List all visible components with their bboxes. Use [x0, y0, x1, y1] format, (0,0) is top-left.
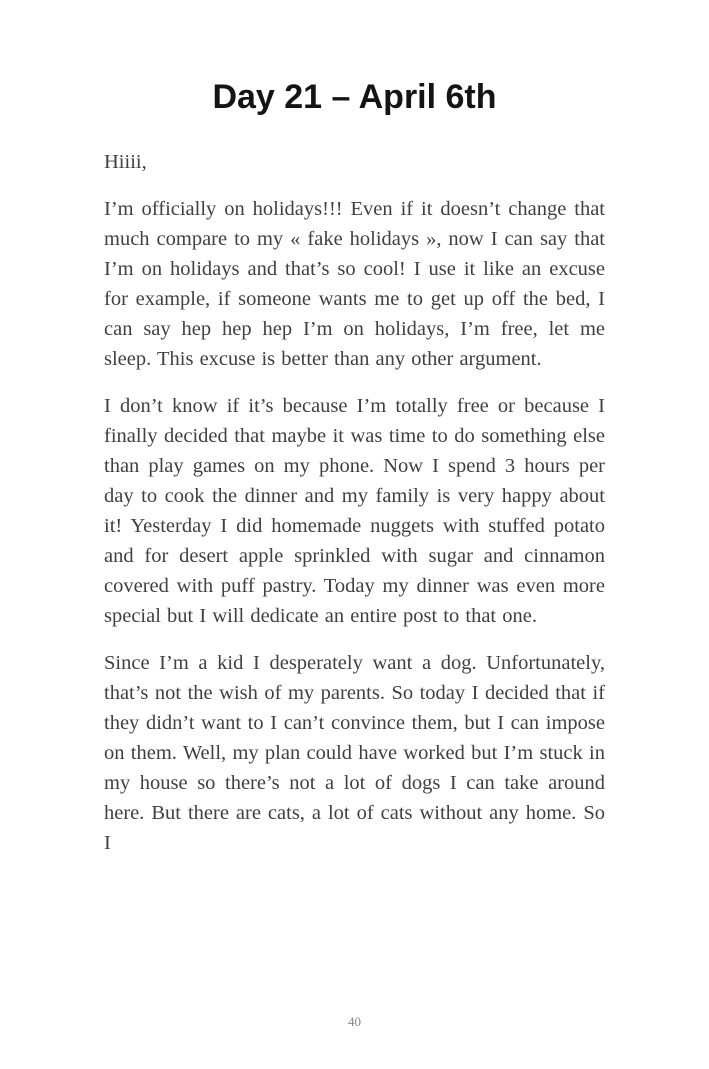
- body-paragraph-1: I’m officially on holidays!!! Even if it doesn’t change that much compare to my « fake holidays », now I can say that I’m on holidays and that’s so cool! I use it like an excuse for example, if someone wants me to get up off the bed, I can say hep hep hep I’m on holidays, I’m free, let me sleep. This excuse is better than any other argument.: [104, 198, 605, 370]
- document-page: [0, 77, 709, 1069]
- page-number: 40: [348, 1014, 361, 1029]
- body-paragraph-3: Since I’m a kid I desperately want a dog. Unfortunately, that’s not the wish of my parents. So today I decided that if they didn’t want to I can’t convince them, but I can impose on them. Well, my plan could have worked but I’m stuck in my house so there’s not a lot of dogs I can take around here. But there are cats, a lot of cats without any home. So I: [104, 652, 605, 854]
- page-title: Day 21 – April 6th: [212, 78, 497, 116]
- greeting-paragraph: Hiiii,: [104, 151, 147, 173]
- body-paragraph-2: I don’t know if it’s because I’m totally free or because I finally decided that maybe it was time to do something else than play games on my phone. Now I spend 3 hours per day to cook the dinner and my family is very happy about it! Yesterday I did homemade nuggets with stuffed potato and for desert apple sprinkled with sugar and cinnamon covered with puff pastry. Today my dinner was even more special but I will dedicate an entire post to that one.: [104, 395, 605, 627]
